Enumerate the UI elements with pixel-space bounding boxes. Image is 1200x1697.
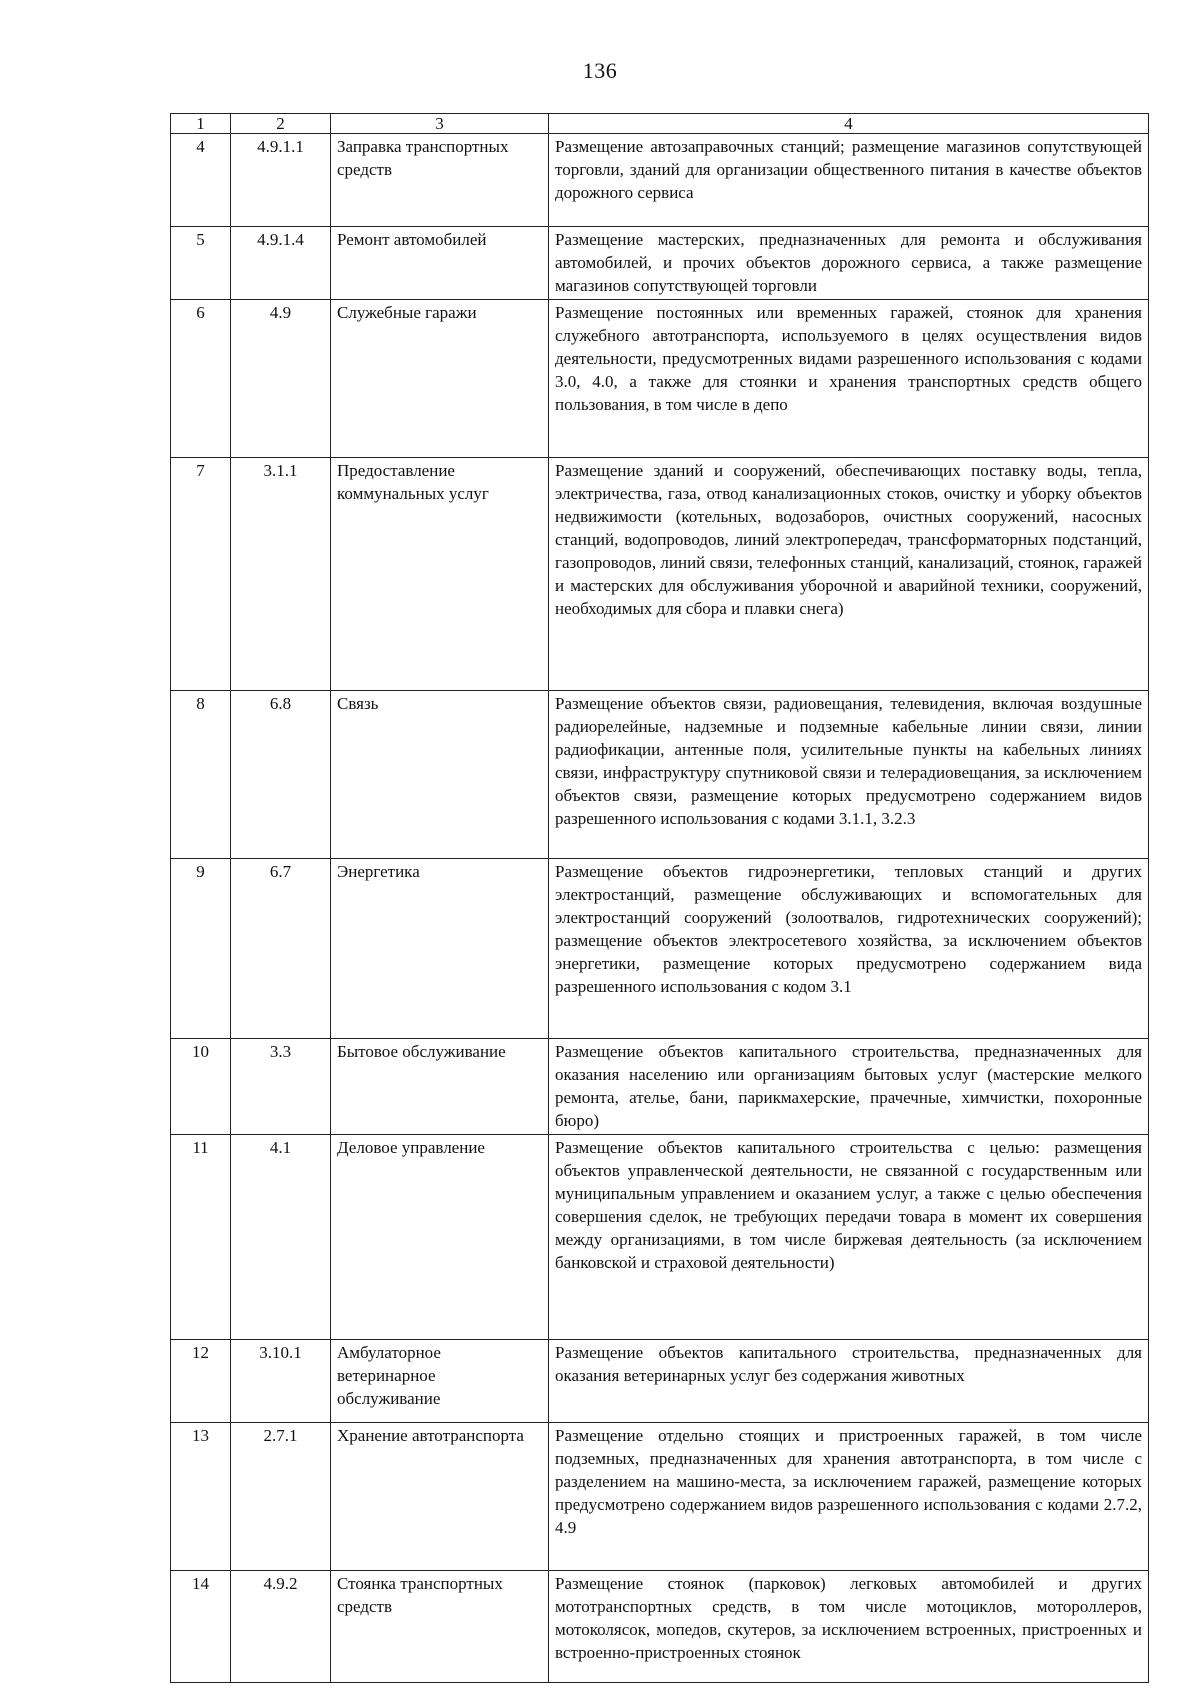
- row-code-cell: 2.7.1: [231, 1423, 331, 1571]
- row-code-cell: 6.7: [231, 859, 331, 1039]
- row-description-cell: Размещение объектов связи, радиовещания, телевидения, включая воздушные радиорелейные, надземные и подземные кабельные линии связи, линии радиофикации, антенные поля, усилительные пункты на кабельных линиях связи, инфраструктуру спутниковой связи и телерадиовещания, за исключением объектов связи, размещение которых предусмотрено содержанием видов разрешенного использования с кодами 3.1.1, 3.2.3: [549, 691, 1149, 859]
- table-row: [171, 300, 1149, 458]
- row-code-cell: 4.9.1.1: [231, 134, 331, 227]
- row-code-cell: 4.9: [231, 300, 331, 458]
- table-row: [171, 1340, 1149, 1423]
- row-name-cell: Хранение автотранспорта: [331, 1423, 549, 1571]
- row-description-cell: Размещение стоянок (парковок) легковых автомобилей и других мототранспортных средств, в том числе мотоциклов, мотороллеров, мотоколясок, мопедов, скутеров, за исключением встроенных, пристроенных и встроенно-пристроенных стоянок: [549, 1571, 1149, 1683]
- row-number-cell: 13: [171, 1423, 231, 1571]
- row-code-cell: 4.9.2: [231, 1571, 331, 1683]
- row-number-cell: 10: [171, 1039, 231, 1135]
- row-code-cell: 4.9.1.4: [231, 227, 331, 300]
- table-row: [171, 134, 1149, 227]
- header-cell-1: 1: [171, 114, 231, 134]
- row-code-cell: 4.1: [231, 1135, 331, 1340]
- row-description-cell: Размещение объектов капитального строительства с целью: размещения объектов управленческой деятельности, не связанной с государственным или муниципальным управлением и оказанием услуг, а также с целью обеспечения совершения сделок, не требующих передачи товара в момент их совершения между организациями, в том числе биржевая деятельность (за исключением банковской и страховой деятельности): [549, 1135, 1149, 1340]
- row-name-cell: Предоставление коммунальных услуг: [331, 458, 549, 691]
- row-name-cell: Амбулаторное ветеринарное обслуживание: [331, 1340, 549, 1423]
- row-number-cell: 7: [171, 458, 231, 691]
- table-row: [171, 1571, 1149, 1683]
- row-number-cell: 9: [171, 859, 231, 1039]
- row-description-cell: Размещение зданий и сооружений, обеспечивающих поставку воды, тепла, электричества, газа, отвод канализационных стоков, очистку и уборку объектов недвижимости (котельных, водозаборов, очистных сооружений, насосных станций, водопроводов, линий электропередач, трансформаторных подстанций, газопроводов, линий связи, телефонных станций, канализаций, стоянок, гаражей и мастерских для обслуживания уборочной и аварийной техники, сооружений, необходимых для сбора и плавки снега): [549, 458, 1149, 691]
- row-code-cell: 3.1.1: [231, 458, 331, 691]
- row-number-cell: 8: [171, 691, 231, 859]
- table-row: [171, 1039, 1149, 1135]
- row-number-cell: 5: [171, 227, 231, 300]
- row-description-cell: Размещение объектов капитального строительства, предназначенных для оказания населению или организациям бытовых услуг (мастерские мелкого ремонта, ателье, бани, парикмахерские, прачечные, химчистки, похоронные бюро): [549, 1039, 1149, 1135]
- row-name-cell: Энергетика: [331, 859, 549, 1039]
- table-row: [171, 1135, 1149, 1340]
- table-row: [171, 859, 1149, 1039]
- table-row: [171, 458, 1149, 691]
- row-code-cell: 3.3: [231, 1039, 331, 1135]
- row-description-cell: Размещение мастерских, предназначенных для ремонта и обслуживания автомобилей, и прочих объектов дорожного сервиса, а также размещение магазинов сопутствующей торговли: [549, 227, 1149, 300]
- header-cell-3: 3: [331, 114, 549, 134]
- row-number-cell: 4: [171, 134, 231, 227]
- table-row: [171, 691, 1149, 859]
- row-description-cell: Размещение объектов капитального строительства, предназначенных для оказания ветеринарных услуг без содержания животных: [549, 1340, 1149, 1423]
- row-description-cell: Размещение автозаправочных станций; размещение магазинов сопутствующей торговли, зданий для организации общественного питания в качестве объектов дорожного сервиса: [549, 134, 1149, 227]
- row-description-cell: Размещение объектов гидроэнергетики, тепловых станций и других электростанций, размещение обслуживающих и вспомогательных для электростанций сооружений (золоотвалов, гидротехнических сооружений); размещение объектов электросетевого хозяйства, за исключением объектов энергетики, размещение которых предусмотрено содержанием вида разрешенного использования с кодом 3.1: [549, 859, 1149, 1039]
- row-number-cell: 14: [171, 1571, 231, 1683]
- row-number-cell: 6: [171, 300, 231, 458]
- land-use-table: [170, 113, 1149, 1683]
- row-name-cell: Стоянка транспортных средств: [331, 1571, 549, 1683]
- row-code-cell: 3.10.1: [231, 1340, 331, 1423]
- row-name-cell: Связь: [331, 691, 549, 859]
- row-number-cell: 11: [171, 1135, 231, 1340]
- row-name-cell: Служебные гаражи: [331, 300, 549, 458]
- page-number: 136: [582, 58, 618, 83]
- row-name-cell: Бытовое обслуживание: [331, 1039, 549, 1135]
- table-header-row: [171, 114, 1149, 134]
- row-name-cell: Ремонт автомобилей: [331, 227, 549, 300]
- table-row: [171, 227, 1149, 300]
- row-description-cell: Размещение постоянных или временных гаражей, стоянок для хранения служебного автотранспорта, используемого в целях осуществления видов деятельности, предусмотренных видами разрешенного использования с кодами 3.0, 4.0, а также для стоянки и хранения транспортных средств общего пользования, в том числе в депо: [549, 300, 1149, 458]
- row-name-cell: Деловое управление: [331, 1135, 549, 1340]
- row-number-cell: 12: [171, 1340, 231, 1423]
- row-name-cell: Заправка транспортных средств: [331, 134, 549, 227]
- table-row: [171, 1423, 1149, 1571]
- row-code-cell: 6.8: [231, 691, 331, 859]
- header-cell-4: 4: [549, 114, 1149, 134]
- row-description-cell: Размещение отдельно стоящих и пристроенных гаражей, в том числе подземных, предназначенных для хранения автотранспорта, в том числе с разделением на машино-места, за исключением гаражей, размещение которых предусмотрено содержанием видов разрешенного использования с кодами 2.7.2, 4.9: [549, 1423, 1149, 1571]
- header-cell-2: 2: [231, 114, 331, 134]
